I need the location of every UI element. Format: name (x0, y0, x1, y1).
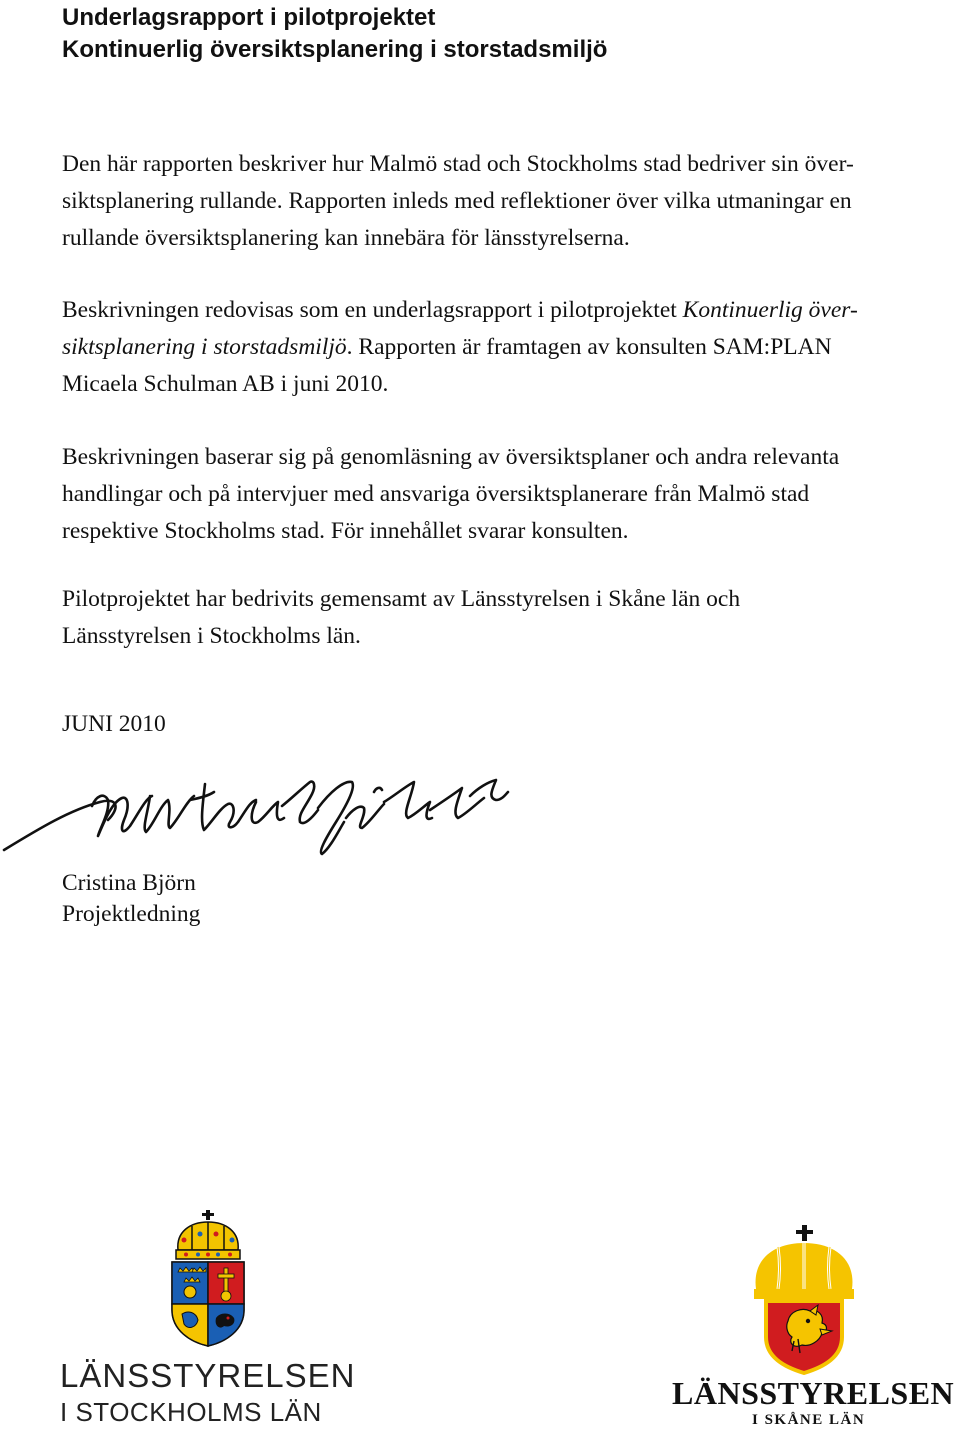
text-segment: . Rapporten är framtagen av konsulten SAM:PLAN (346, 334, 832, 360)
paragraph-method (62, 439, 934, 550)
logo-lansstyrelsen-skane (672, 1225, 957, 1430)
paragraph-partners (62, 581, 934, 655)
skane-logo-subtitle: I SKÅNE LÄN (752, 1412, 866, 1428)
handwritten-signature (0, 766, 520, 876)
title-line-1: Underlagsrapport i pilotprojektet (62, 4, 436, 31)
text-line: respektive Stockholms stad. För innehållet svarar konsulten. (62, 518, 629, 544)
stockholm-logo-subtitle: I STOCKHOLMS LÄN (60, 1397, 322, 1427)
signer-role: Projektledning (62, 901, 201, 927)
stockholm-logo-name: LÄNSSTYRELSEN (60, 1357, 356, 1394)
project-name-italic: Kontinuerlig över- (682, 297, 858, 323)
text-line (62, 292, 934, 329)
text-line (62, 329, 934, 366)
document-title (62, 2, 607, 66)
logo-lansstyrelsen-stockholm (60, 1210, 360, 1425)
project-name-italic: siktsplanering i storstadsmiljö (62, 334, 347, 360)
text-line: Länsstyrelsen i Stockholms län. (62, 623, 361, 649)
text-line: Den här rapporten beskriver hur Malmö stad och Stockholms stad bedriver sin över- (62, 151, 854, 177)
stockholm-coat-of-arms-icon (168, 1210, 248, 1360)
skane-logo-name: LÄNSSTYRELSEN (672, 1375, 955, 1411)
skane-coat-of-arms-icon (748, 1225, 860, 1375)
signer-block (62, 868, 200, 930)
text-line: rullande översiktsplanering kan innebära för länsstyrelserna. (62, 225, 630, 251)
text-segment: Beskrivningen redovisas som en underlagsrapport i pilotprojektet (62, 297, 683, 323)
paragraph-intro (62, 146, 934, 257)
text-line: handlingar och på intervjuer med ansvariga översiktsplanerare från Malmö stad (62, 481, 810, 507)
report-date: JUNI 2010 (62, 711, 166, 737)
paragraph-description (62, 292, 934, 403)
title-line-2: Kontinuerlig översiktsplanering i storstadsmiljö (62, 36, 608, 63)
signer-name: Cristina Björn (62, 870, 196, 896)
text-line: Micaela Schulman AB i juni 2010. (62, 371, 389, 397)
text-line: Beskrivningen baserar sig på genomläsning av översiktsplaner och andra relevanta (62, 444, 840, 470)
text-line: siktsplanering rullande. Rapporten inleds med reflektioner över vilka utmaningar en (62, 188, 852, 214)
text-line: Pilotprojektet har bedrivits gemensamt av Länsstyrelsen i Skåne län och (62, 586, 741, 612)
